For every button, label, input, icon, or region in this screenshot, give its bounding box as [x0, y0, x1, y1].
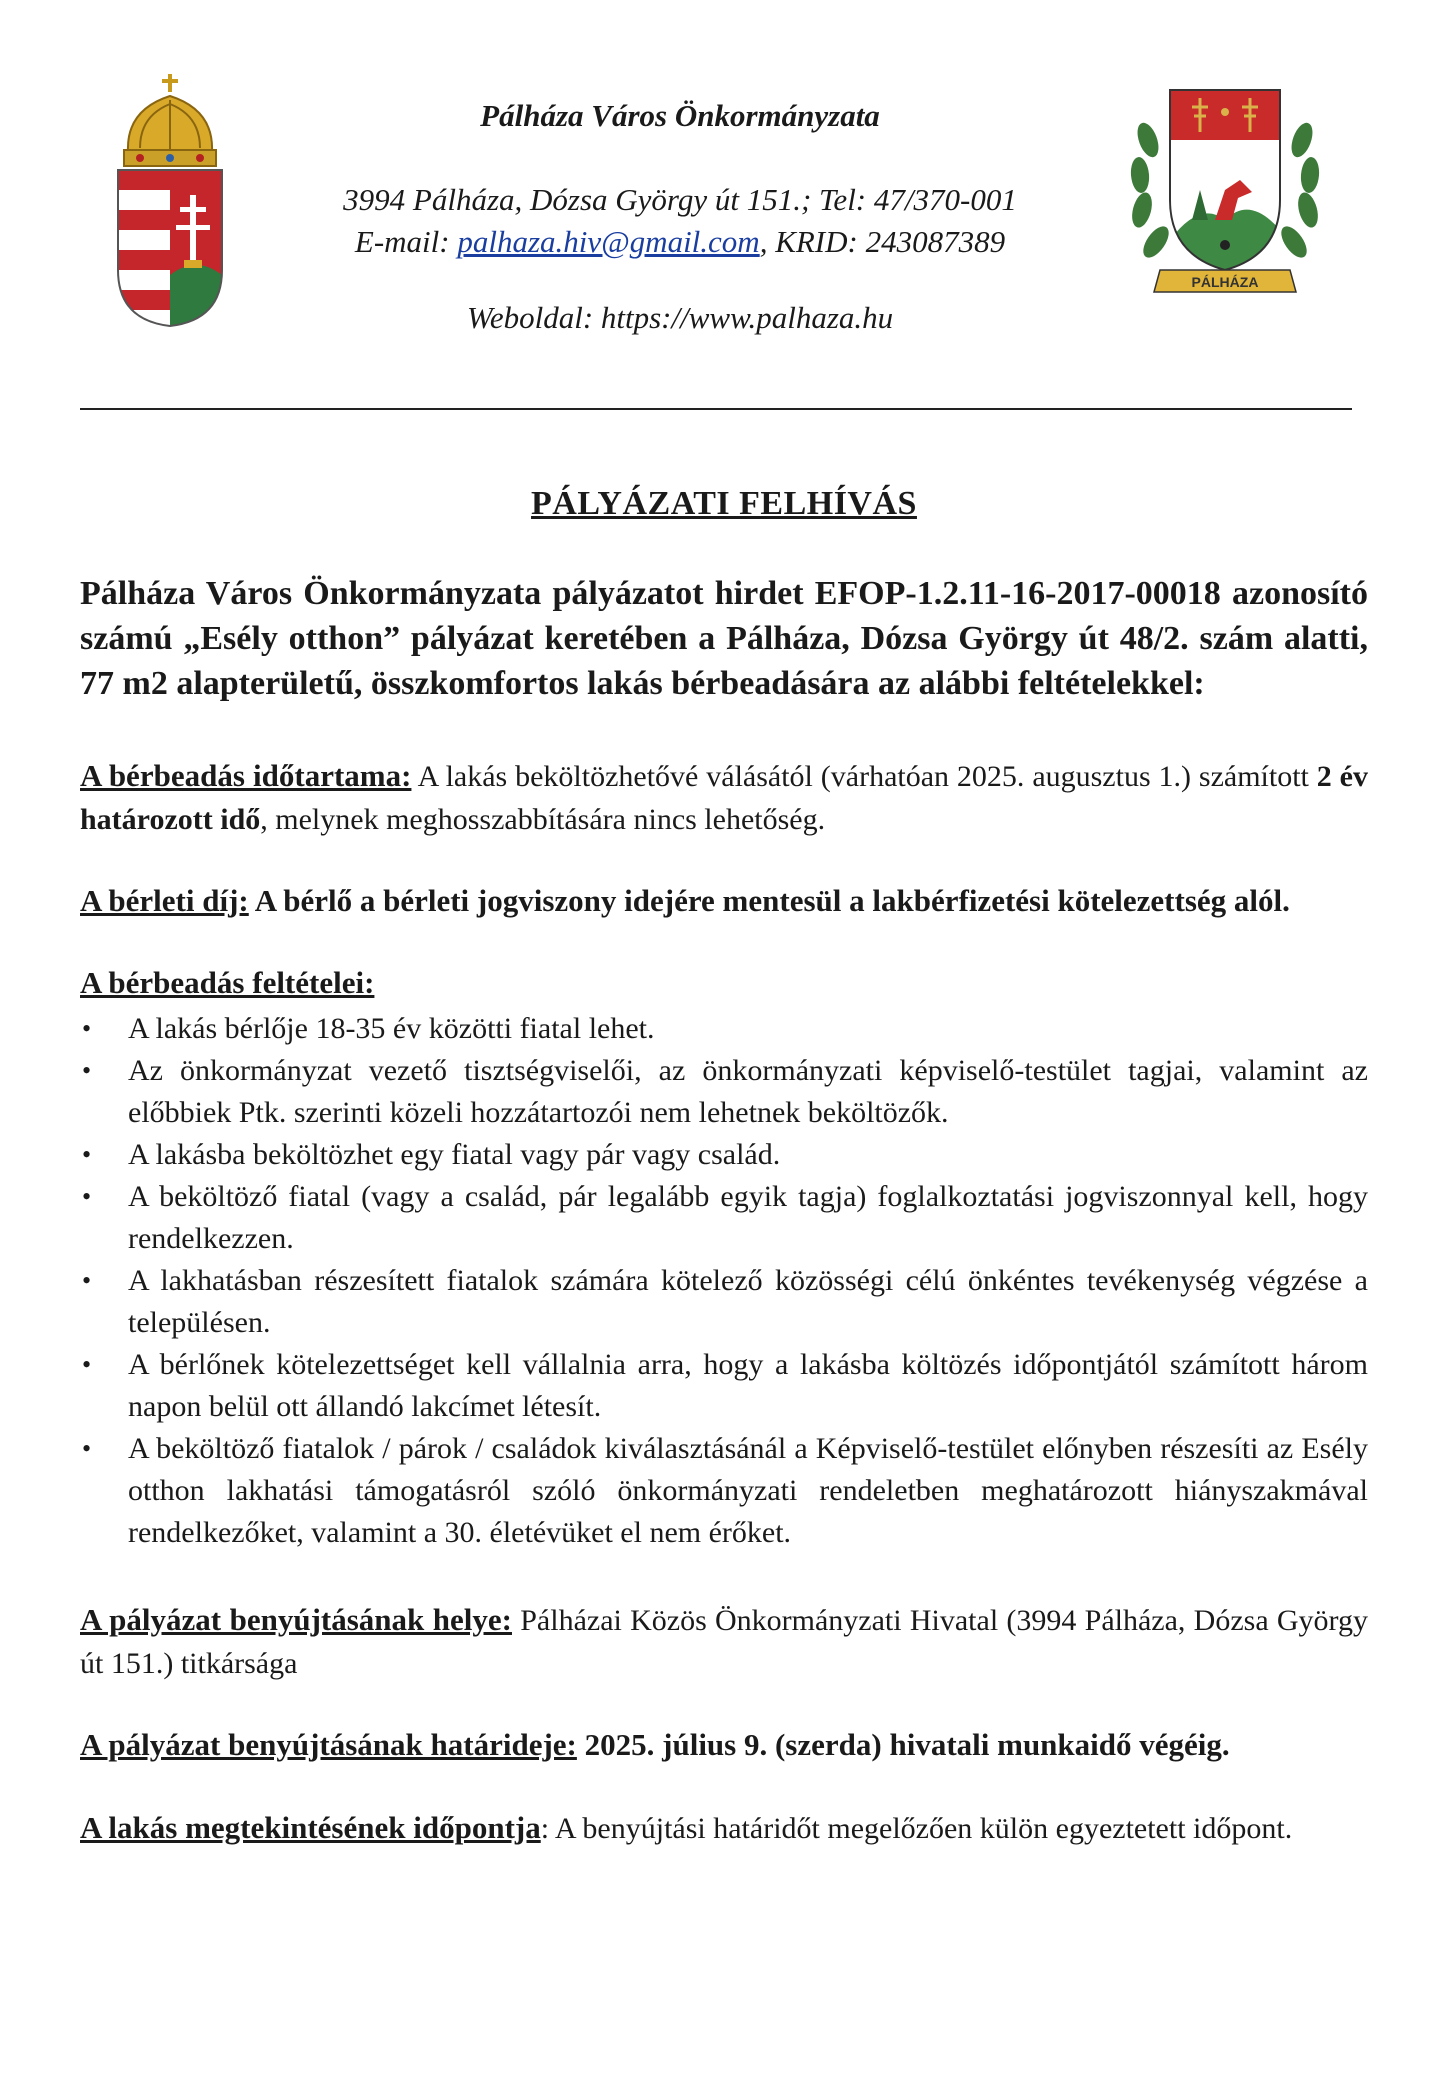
rent-paragraph [80, 879, 1368, 922]
bullet-icon: • [82, 1266, 92, 1295]
condition-item [80, 1050, 1368, 1134]
deadline-label: A pályázat benyújtásának határideje: [80, 1727, 577, 1762]
condition-item [80, 1008, 1368, 1050]
duration-label: A bérbeadás időtartama: [80, 758, 412, 793]
website-line: Weboldal: https://www.palhaza.hu [466, 300, 894, 335]
duration-text-1: A lakás beköltözhetővé válásától (várhatóan 2025. augusztus 1.) számított [411, 760, 1317, 793]
viewing-text: : A benyújtási határidőt megelőzően külön egyeztetett időpont. [540, 1812, 1293, 1845]
submission-place-label: A pályázat benyújtásának helye: [80, 1602, 512, 1637]
condition-text: A beköltöző fiatal (vagy a család, pár legalább egyik tagja) foglalkoztatási jogviszonnyal kell, hogy rendelkezzen. [128, 1180, 1368, 1255]
email-label: E-mail: [354, 224, 458, 259]
viewing-paragraph [80, 1806, 1368, 1850]
condition-item [80, 1176, 1368, 1260]
main-content [80, 485, 1368, 1888]
bullet-icon: • [82, 1014, 92, 1043]
condition-item [80, 1260, 1368, 1344]
krid-text: , KRID: 243087389 [759, 224, 1006, 259]
crest-banner-text: PÁLHÁZA [1191, 274, 1259, 290]
condition-item [80, 1344, 1368, 1428]
submission-place-paragraph [80, 1598, 1368, 1685]
condition-item [80, 1134, 1368, 1176]
bullet-icon: • [82, 1434, 92, 1463]
header-divider [80, 408, 1352, 410]
contact-line [260, 221, 1100, 263]
condition-text: A lakhatásban részesített fiatalok számára kötelező közösségi célú önkéntes tevékenység végzése a településen. [128, 1264, 1368, 1339]
condition-text: Az önkormányzat vezető tisztségviselői, az önkormányzati képviselő-testület tagjai, valamint az előbbiek Ptk. szerinti közeli hozzátartozói nem lehetnek beköltözők. [128, 1054, 1368, 1129]
duration-bold: 2 év határozott idő [80, 760, 1368, 836]
holy-crown-icon [124, 74, 216, 166]
deadline-paragraph [80, 1723, 1368, 1766]
submission-place-text: Pálházai Közös Önkormányzati Hivatal (3994 Pálháza, Dózsa György út 151.) titkársága [80, 1604, 1368, 1680]
rent-label: A bérleti díj: [80, 883, 249, 918]
bullet-icon: • [82, 1350, 92, 1379]
org-name: Pálháza Város Önkormányzata [480, 98, 880, 133]
document-title: PÁLYÁZATI FELHÍVÁS [531, 485, 917, 522]
address-line: 3994 Pálháza, Dózsa György út 151.; Tel: 47/370-001 [343, 182, 1017, 217]
palhaza-crest-icon [1120, 80, 1330, 320]
conditions-list [80, 1008, 1368, 1554]
condition-text: A lakás bérlője 18-35 év közötti fiatal lehet. [128, 1012, 655, 1045]
condition-text: A lakásba beköltözhet egy fiatal vagy pár vagy család. [128, 1138, 781, 1171]
conditions-heading: A bérbeadás feltételei: [80, 965, 375, 1000]
bullet-icon: • [82, 1140, 92, 1169]
letterhead [260, 95, 1100, 339]
viewing-label: A lakás megtekintésének időpontja [80, 1810, 541, 1845]
condition-item [80, 1428, 1368, 1554]
hungarian-coat-of-arms-icon [110, 70, 230, 330]
bullet-icon: • [82, 1056, 92, 1085]
condition-text: A beköltöző fiatalok / párok / családok kiválasztásánál a Képviselő-testület előnyben részesíti az Esély otthon lakhatási támogatásról szóló önkormányzati rendeletben meghatározott hiányszakmával rendelkezőket, valamint a 30. életévüket el nem érőket. [128, 1432, 1368, 1549]
duration-paragraph [80, 754, 1368, 841]
duration-text-2: , melynek meghosszabbítására nincs lehetőség. [260, 803, 826, 836]
email-link[interactable]: palhaza.hiv@gmail.com [457, 224, 760, 259]
bullet-icon: • [82, 1182, 92, 1211]
condition-text: A bérlőnek kötelezettséget kell vállalnia arra, hogy a lakásba költözés időpontjától számított három napon belül ott állandó lakcímet létesít. [128, 1348, 1368, 1423]
deadline-text: 2025. július 9. (szerda) hivatali munkaidő végéig. [576, 1727, 1230, 1762]
rent-text: A bérlő a bérleti jogviszony idejére mentesül a lakbérfizetési kötelezettség alól. [248, 883, 1290, 918]
intro-paragraph: Pálháza Város Önkormányzata pályázatot hirdet EFOP-1.2.11-16-2017-00018 azonosító számú „Esély otthon” pályázat keretében a Pálháza, Dózsa György út 48/2. szám alatti, 77 m2 alapterületű, összkomfortos lakás bérbeadására az alábbi feltételekkel: [80, 575, 1368, 702]
